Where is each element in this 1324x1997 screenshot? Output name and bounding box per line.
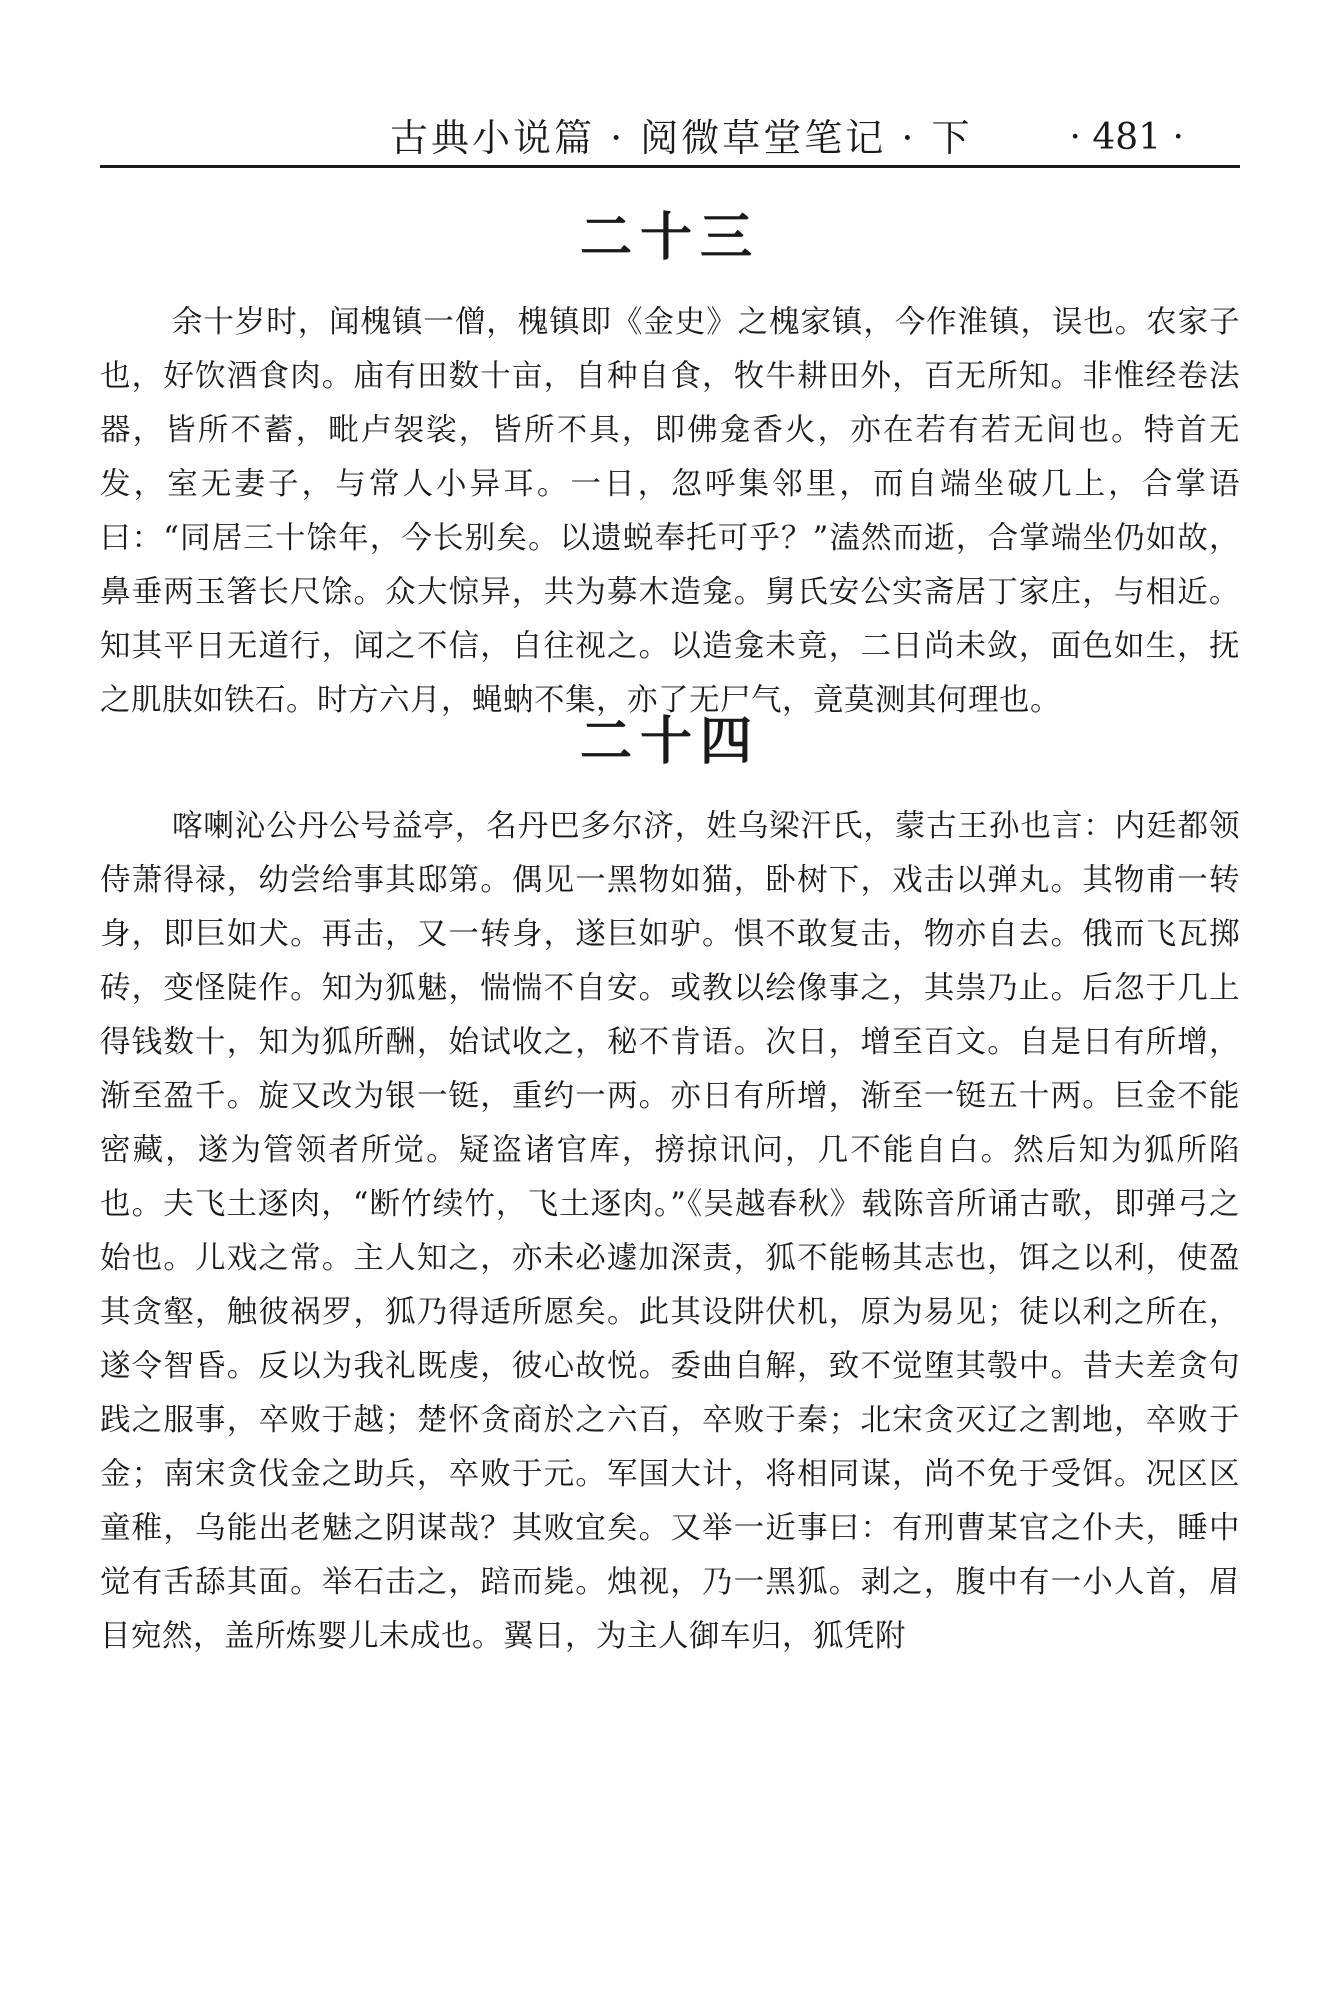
running-header (100, 108, 1240, 168)
section-title-24: 二十四 (579, 712, 760, 772)
page-number: · 481 · (1069, 117, 1184, 158)
section-title-23: 二十三 (579, 208, 760, 268)
section-body-24: 喀喇沁公丹公号益亭，名丹巴多尔济，姓乌梁汗氏，蒙古王孙也言：内廷都领侍萧得禄，幼尝给事其邸第。偶见一黑物如猫，卧树下，戏击以弹丸。其物甫一转身，即巨如犬。再击，又一转身，遂巨如驴。惧不敢复击，物亦自去。俄而飞瓦掷砖，变怪陡作。知为狐魅，惴惴不自安。或教以绘像事之，其祟乃止。后忽于几上得钱数十，知为狐所酬，始试收之，秘不肯语。次日，增至百文。自是日有所增，渐至盈千。旋又改为银一铤，重约一两。亦日有所增，渐至一铤五十两。巨金不能密藏，遂为管领者所觉。疑盗诸官库，搒掠讯问，几不能自白。然后知为狐所陷也。夫飞土逐肉，“断竹续竹，飞土逐肉。”《吴越春秋》载陈音所诵古歌，即弹弓之始也。儿戏之常。主人知之，亦未必遽加深责，狐不能畅其志也，饵之以利，使盈其贪壑，触彼祸罗，狐乃得适所愿矣。此其设阱伏机，原为易见；徒以利之所在，遂令智昏。反以为我礼既虔，彼心故悦。委曲自解，致不觉堕其彀中。昔夫差贪句践之服事，卒败于越；楚怀贪商於之六百，卒败于秦；北宋贪灭辽之割地，卒败于金；南宋贪伐金之助兵，卒败于元。军国大计，将相同谋，尚不免于受饵。况区区童稚，乌能出老魅之阴谋哉？其败宜矣。又举一近事曰：有刑曹某官之仆夫，睡中觉有舌舔其面。举石击之，踣而毙。烛视，乃一黑狐。剥之，腹中有一小人首，眉目宛然，盖所炼婴儿未成也。翼日，为主人御车归，狐凭附 (100, 809, 1240, 1654)
section-body-23: 余十岁时，闻槐镇一僧，槐镇即《金史》之槐家镇，今作淮镇，误也。农家子也，好饮酒食肉。庙有田数十亩，自种自食，牧牛耕田外，百无所知。非惟经卷法器，皆所不蓄，毗卢袈裟，皆所不具，即佛龛香火，亦在若有若无间也。特首无发，室无妻子，与常人小异耳。一日，忽呼集邻里，而自端坐破几上，合掌语曰：“同居三十馀年，今长别矣。以遗蜕奉托可乎？”溘然而逝，合掌端坐仍如故，鼻垂两玉箸长尺馀。众大惊异，共为募木造龛。舅氏安公实斋居丁家庄，与相近。知其平日无道行，闻之不信，自往视之。以造龛未竟，二日尚未敛，面色如生，抚之肌肤如铁石。时方六月，蝇蚋不集，亦了无尸气，竟莫测其何理也。 (100, 305, 1240, 718)
document-page (100, 0, 1240, 1997)
header-title: 古典小说篇 · 阅微草堂笔记 · 下 (390, 116, 973, 160)
